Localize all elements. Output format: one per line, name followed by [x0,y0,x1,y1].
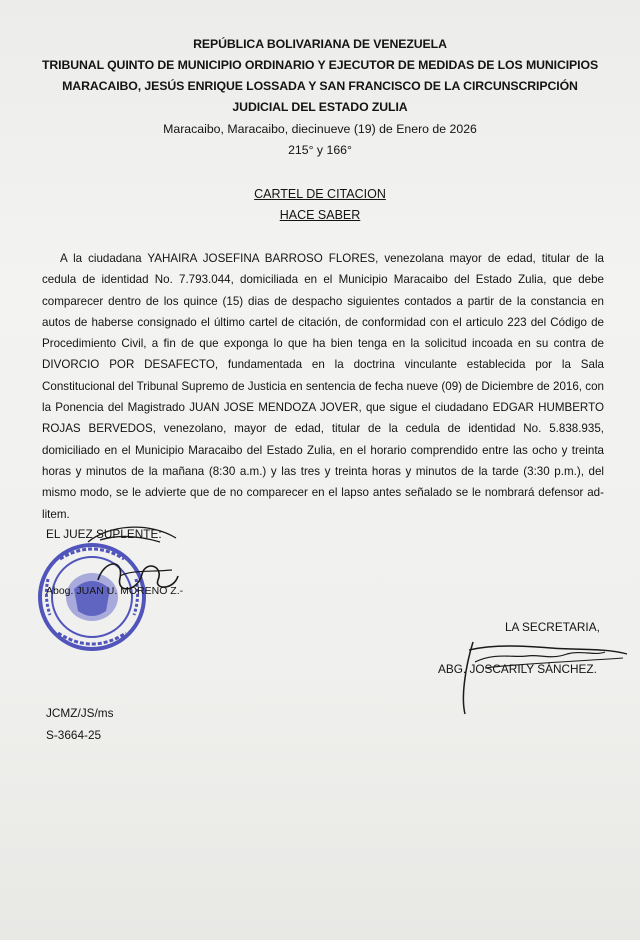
document-subtitle-text: HACE SABER [279,208,361,222]
secretary-title: LA SECRETARIA, [505,620,600,634]
header-country: REPÚBLICA BOLIVARIANA DE VENEZUELA [193,37,447,51]
header-years: 215° y 166° [288,143,352,157]
judge-signature [80,520,190,600]
reference-initials: JCMZ/JS/ms [46,706,114,720]
header-court-line-3: JUDICIAL DEL ESTADO ZULIA [232,100,408,114]
citation-paragraph: A la ciudadana YAHAIRA JOSEFINA BARROSO FLORES, venezolana mayor de edad, titular de la cedula de identidad No. 7.793.044, domiciliada en el Municipio Maracaibo del Estado Zulia, que debe comparecer dentro de los quince (15) dias de despacho siguientes contados a partir de la constancia en autos de haberse consignado el último cartel de citación, de conformidad con el articulo 223 del Código de Procedimiento Civil, a fin de que exponga lo que ha bien tenga en la solicitud incoada en su contra de DIVORCIO POR DESAFECTO, fundamentada en la doctrina vinculante establecida por la Sala Constitucional del Tribunal Supremo de Justicia en sentencia de fecha nueve (09) de Diciembre de 2016, con la Ponencia del Magistrado JUAN JOSE MENDOZA JOVER, que sigue el ciudadano EDGAR HUMBERTO ROJAS BERVEDOS, venezolano, mayor de edad, titular de la cedula de identidad No. 5.838.935, domiciliado en el Municipio Maracaibo del Estado Zulia, en el horario comprendido entre las ocho y treinta horas y minutos de la mañana (8:30 a.m.) y las tres y treinta horas y minutos de la tarde (3:30 p.m.), del mismo modo, se le advierte que de no comparecer en el lapso antes señalado se le nombrará defensor ad-litem. [42,252,604,521]
judge-title: EL JUEZ SUPLENTE: [46,527,162,541]
document-subtitle [0,208,640,222]
secretary-name: ABG. JOSCARILY SÁNCHEZ. [438,662,597,676]
case-number: S-3664-25 [46,728,102,742]
secretary-signature [455,628,635,718]
header-court-line-2: MARACAIBO, JESÚS ENRIQUE LOSSADA Y SAN FRANCISCO DE LA CIRCUNSCRIPCIÓN [62,79,578,93]
header-court-line-1: TRIBUNAL QUINTO DE MUNICIPIO ORDINARIO Y EJECUTOR DE MEDIDAS DE LOS MUNICIPIOS [41,58,599,72]
citation-body [42,248,604,525]
header-date: Maracaibo, Maracaibo, diecinueve (19) de Enero de 2026 [163,122,477,136]
judge-name: Abog. JUAN U. MORENO Z.- [46,585,184,597]
document-title-text: CARTEL DE CITACION [254,187,386,201]
document-title [0,187,640,201]
